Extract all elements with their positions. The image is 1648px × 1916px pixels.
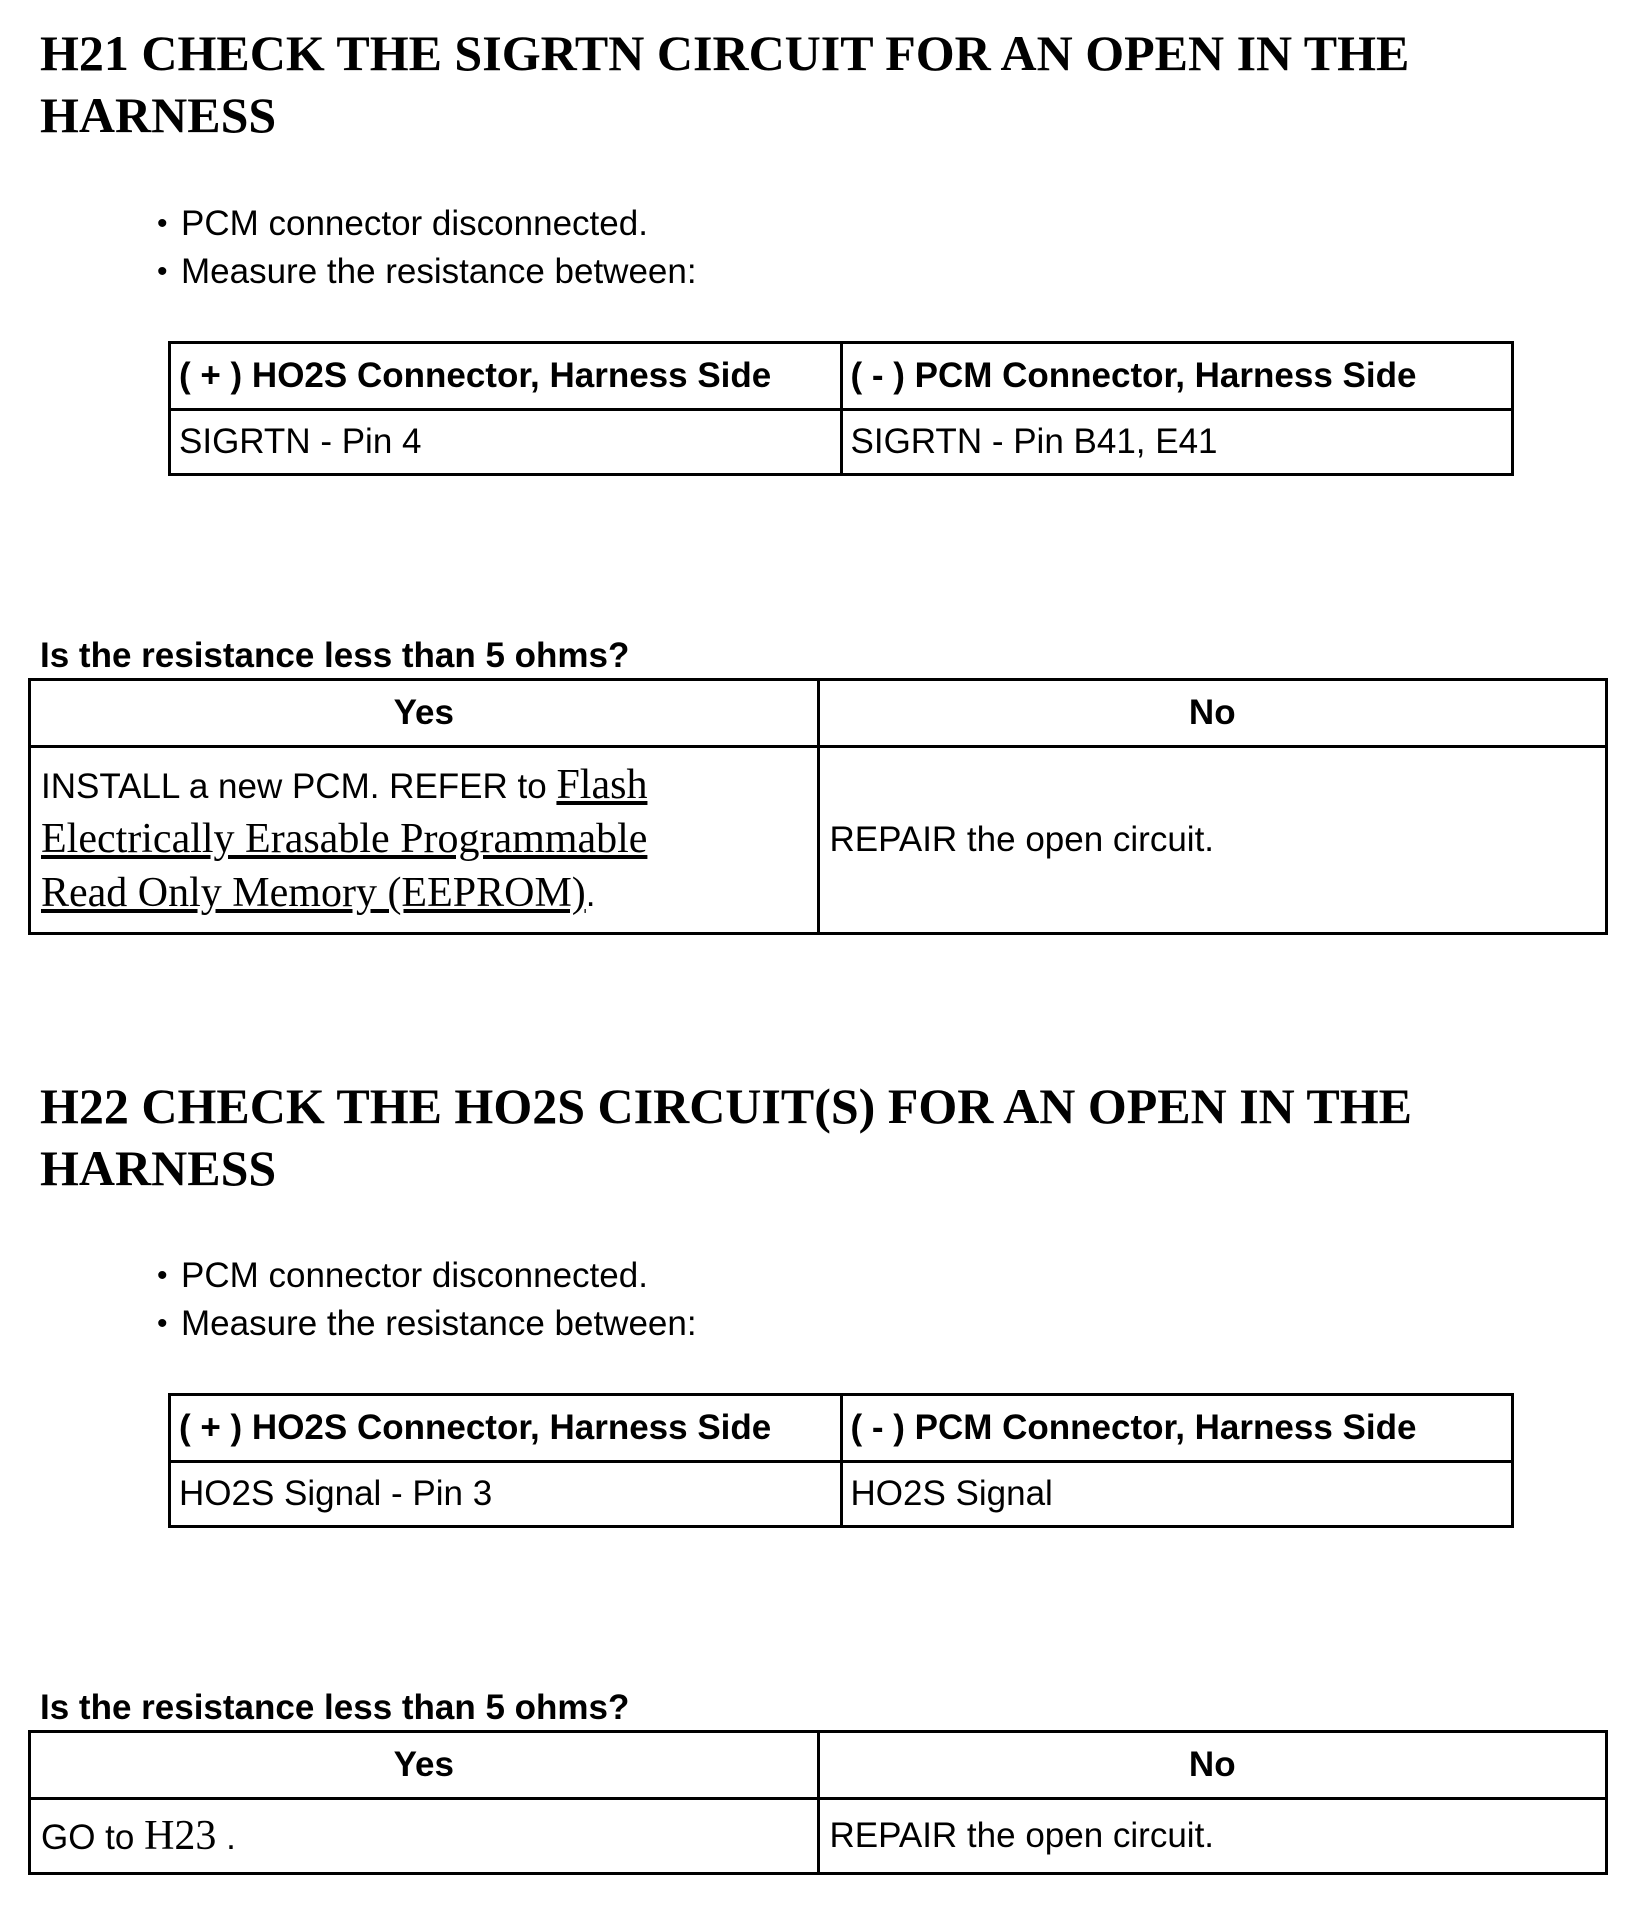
steps-list-h22	[155, 1252, 697, 1348]
step-item	[155, 200, 697, 248]
step-text: PCM connector disconnected.	[181, 1256, 648, 1295]
section-heading-h22: H22 CHECK THE HO2S CIRCUIT(S) FOR AN OPEN IN THE HARNESS	[40, 1078, 1412, 1196]
table-header-row	[170, 343, 1513, 410]
table-row	[170, 1462, 1513, 1527]
steps-list-h21	[155, 200, 697, 296]
table-cell: SIGRTN - Pin B41, E41	[841, 410, 1513, 475]
table-row	[30, 1799, 1607, 1874]
step-reference-h23[interactable]: H23	[144, 1813, 217, 1859]
yes-text-suffix: .	[216, 1818, 236, 1857]
no-cell: REPAIR the open circuit.	[818, 1799, 1607, 1874]
table-cell: SIGRTN - Pin 4	[170, 410, 842, 475]
measurement-table-h21	[168, 341, 1514, 476]
step-text: Measure the resistance between:	[181, 1304, 697, 1343]
table-row	[170, 410, 1513, 475]
step-text: PCM connector disconnected.	[181, 204, 648, 243]
no-header: No	[818, 680, 1607, 747]
yes-header: Yes	[30, 1732, 819, 1799]
table-cell: HO2S Signal	[841, 1462, 1513, 1527]
bullet-dot-icon: •	[157, 207, 168, 240]
yes-text-prefix: INSTALL a new PCM. REFER to	[41, 767, 557, 806]
question-text-h22: Is the resistance less than 5 ohms?	[40, 1688, 630, 1727]
table-cell: HO2S Signal - Pin 3	[170, 1462, 842, 1527]
section-heading-h21: H21 CHECK THE SIGRTN CIRCUIT FOR AN OPEN IN THE HARNESS	[40, 25, 1410, 143]
question-text-h21: Is the resistance less than 5 ohms?	[40, 636, 630, 675]
yes-text-suffix: .	[585, 875, 596, 914]
bullet-dot-icon: •	[157, 1307, 168, 1340]
bullet-dot-icon: •	[157, 1259, 168, 1292]
yes-cell	[30, 1799, 819, 1874]
step-item	[155, 1300, 697, 1348]
bullet-dot-icon: •	[157, 255, 168, 288]
yes-cell	[30, 747, 819, 934]
answer-table-h21	[28, 678, 1608, 935]
no-cell: REPAIR the open circuit.	[818, 747, 1607, 934]
table-header-row	[170, 1395, 1513, 1462]
step-text: Measure the resistance between:	[181, 252, 697, 291]
link-line: Flash	[556, 762, 648, 808]
table-header-cell: ( - ) PCM Connector, Harness Side	[841, 1395, 1513, 1462]
yes-text-prefix: GO to	[41, 1818, 145, 1857]
table-header-row	[30, 680, 1607, 747]
step-item	[155, 1252, 697, 1300]
table-header-row	[30, 1732, 1607, 1799]
answer-table-h22	[28, 1730, 1608, 1875]
table-row	[30, 747, 1607, 934]
step-item	[155, 248, 697, 296]
table-header-cell: ( + ) HO2S Connector, Harness Side	[170, 343, 842, 410]
table-header-cell: ( + ) HO2S Connector, Harness Side	[170, 1395, 842, 1462]
link-line: Electrically Erasable Programmable	[41, 816, 648, 862]
table-header-cell: ( - ) PCM Connector, Harness Side	[841, 343, 1513, 410]
yes-header: Yes	[30, 680, 819, 747]
link-line: Read Only Memory (EEPROM)	[41, 870, 586, 916]
measurement-table-h22	[168, 1393, 1514, 1528]
no-header: No	[818, 1732, 1607, 1799]
